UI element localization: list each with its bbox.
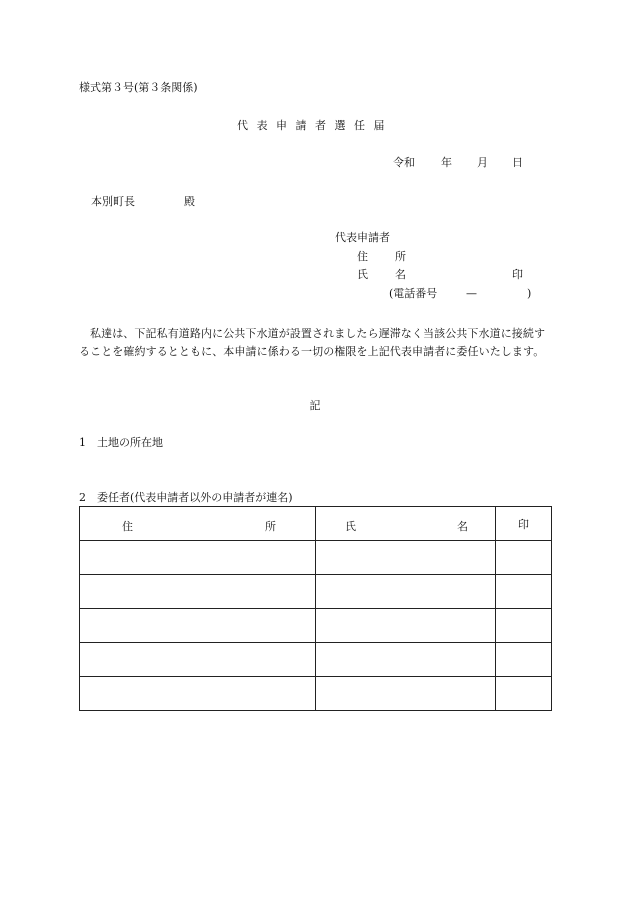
- table-row: [80, 677, 552, 711]
- addressee-honorific: 殿: [184, 195, 195, 208]
- address-cell[interactable]: [80, 609, 316, 643]
- phone-number-dash: —: [466, 287, 477, 300]
- name-cell[interactable]: [316, 609, 496, 643]
- representative-address-label: [357, 251, 406, 262]
- document-title: 代表申請者選任届: [237, 119, 393, 132]
- representative-heading: 代表申請者: [335, 231, 390, 244]
- header-name-char-2: 名: [457, 520, 468, 533]
- name-label-char-2: 名: [395, 268, 406, 281]
- header-address: [80, 507, 316, 541]
- address-label-char-2: 所: [395, 250, 406, 263]
- addressee-name: 本別町長: [91, 195, 135, 208]
- representative-name-label: [357, 269, 406, 280]
- phone-number-label: (電話番号: [389, 287, 438, 300]
- date-era: 令和: [393, 156, 415, 169]
- table-row: [80, 643, 552, 677]
- address-cell[interactable]: [80, 643, 316, 677]
- seal-cell[interactable]: [496, 677, 552, 711]
- date-year-label: 年: [441, 156, 452, 169]
- item-delegates: 2 委任者(代表申請者以外の申請者が連名): [79, 491, 293, 504]
- table-row: [80, 541, 552, 575]
- table-row: [80, 575, 552, 609]
- representative-seal-label: 印: [512, 268, 523, 281]
- header-address-char-1: 住: [122, 520, 133, 533]
- seal-cell[interactable]: [496, 609, 552, 643]
- date-month-label: 月: [477, 156, 488, 169]
- name-cell[interactable]: [316, 643, 496, 677]
- form-number: 様式第３号(第３条関係): [79, 81, 198, 94]
- item-land-location: 1 土地の所在地: [79, 436, 163, 449]
- header-name-char-1: 氏: [345, 520, 356, 533]
- date-day-label: 日: [512, 156, 523, 169]
- ki-heading: 記: [309, 399, 321, 412]
- name-label-char-1: 氏: [357, 268, 368, 281]
- header-seal: 印: [496, 507, 552, 541]
- body-paragraph: 私達は、下記私有道路内に公共下水道が設置されましたら遅滞なく当該公共下水道に接続することを確約するとともに、本申請に係わる一切の権限を上記代表申請者に委任いたします。: [79, 327, 546, 358]
- name-cell[interactable]: [316, 575, 496, 609]
- address-cell[interactable]: [80, 541, 316, 575]
- address-cell[interactable]: [80, 677, 316, 711]
- name-cell[interactable]: [316, 677, 496, 711]
- address-cell[interactable]: [80, 575, 316, 609]
- seal-cell[interactable]: [496, 541, 552, 575]
- name-cell[interactable]: [316, 541, 496, 575]
- seal-cell[interactable]: [496, 575, 552, 609]
- phone-number-close: ): [527, 287, 532, 300]
- address-label-char-1: 住: [357, 250, 368, 263]
- table-header-row: [80, 507, 552, 541]
- table-row: [80, 609, 552, 643]
- header-address-char-2: 所: [265, 520, 276, 533]
- header-name: [316, 507, 496, 541]
- seal-cell[interactable]: [496, 643, 552, 677]
- delegates-table: [79, 506, 552, 711]
